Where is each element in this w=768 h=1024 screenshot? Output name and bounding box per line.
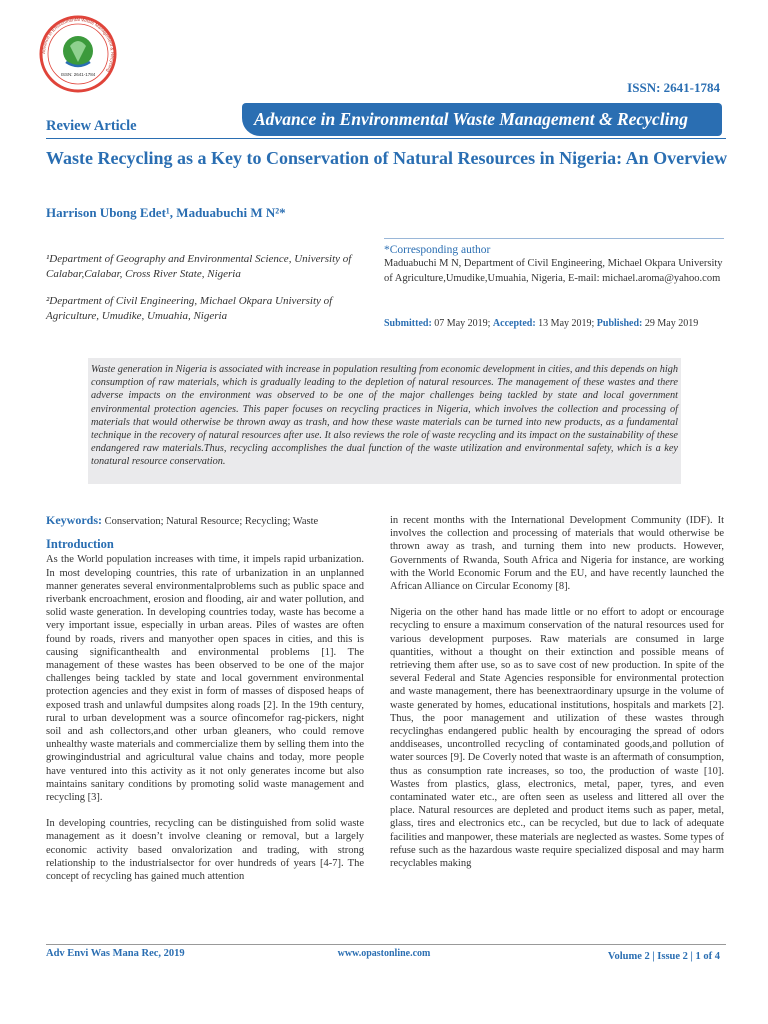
corresponding-heading: *Corresponding author	[384, 244, 491, 256]
journal-banner	[242, 103, 722, 136]
body-paragraph: In developing countries, recycling can be distinguished from solid waste management as it doesn’t involve cleaning or removal, but a largely economic activity based onvalorization and trading, with strong relationship to the industrialsector for over hundreds of years [4-7]. The concept of recycling has gained much attention	[46, 818, 364, 883]
footer-citation: Adv Envi Was Mana Rec, 2019	[46, 948, 185, 959]
article-title: Waste Recycling as a Key to Conservation of Natural Resources in Nigeria: An Overview	[46, 148, 728, 168]
corresponding-author-box	[384, 238, 724, 286]
keywords-list: Conservation; Natural Resource; Recycling; Waste	[104, 516, 319, 527]
accepted-date: 13 May 2019;	[538, 318, 595, 329]
article-type: Review Article	[46, 118, 137, 134]
submitted-date: 07 May 2019;	[434, 318, 491, 329]
corresponding-details: Maduabuchi M N, Department of Civil Engineering, Michael Okpara University of Agriculture,Umudike,Umuahia, Nigeria, E-mail: michael.aroma@yahoo.com	[384, 258, 723, 284]
article-dates	[384, 318, 724, 329]
body-paragraph: As the World population increases with time, it impels rapid urbanization. In most developing countries, this rate of urbanization in an unplanned manner generates several environmentalproblems such as public space and riverbank encroachment, erosion and flooding, air and water pollution, and solid waste generation. In developing countries today, waste has become a very important issue, especially in urban areas. Piles of wastes are often found by roads, rivers and manyother open spaces in cities, and this is causing significanthealth and environmental problems [1]. The management of these wastes has been observed to be one of the major challenges being tackled by state and local government environmental protection agencies and they exist in form of masses of disposed heaps of exposed trash and unlawful dumpsites along roads [2]. In the 19th century, rural to urban development was a source ofincomefor rag-pickers, night soil and ash collectors,and other urban gleaners, who could remove unhealthy waste materials and commercialize them by selling them into the growingindustrial and agricultural value chains and today, more people have ventured into this activity as it not only generates income but also maintains sanitary conditions by promoting solid waste management and recycling [3].	[46, 554, 364, 804]
author-list: Harrison Ubong Edet¹, Maduabuchi M N²*	[46, 205, 286, 220]
abstract-box: Waste generation in Nigeria is associated with increase in population resulting from economic development in cities, and this depends on high consumption of raw materials, which is gradually leading to the depletion of natural resources. The management of these wastes and there adverse impacts on the environment was observed to be one of the major challenges being tackled by state and local government environmental protection agencies. This paper focuses on recycling practices in Nigeria, which involves the collection and processing of materials that would otherwise be thrown away as trash, and how these waste materials can be turned into new products, as a fundamental technique in the recovery of natural resources after use. It also reviews the role of waste recycling and its impact on the sustainability of these endangered raw materials.Thus, recycling accomplishes the dual function of the waste utilization and environmental safety, which is a key tonatural resource conservation.	[88, 358, 681, 484]
footer-pagination: Volume 2 | Issue 2 | 1 of 4	[607, 951, 720, 962]
introduction-heading: Introduction	[46, 537, 114, 552]
submitted-label: Submitted:	[384, 318, 432, 329]
footer-website-link[interactable]: www.opastonline.com	[337, 948, 431, 959]
right-column	[390, 514, 724, 883]
accepted-label: Accepted:	[492, 318, 536, 329]
body-paragraph: in recent months with the International Development Community (IDF). It involves the collection and processing of materials that would otherwise be thrown away as trash, and turning them into new products. However, Governments of Rwanda, South Africa and Nigeria for instance, are working with the World Economic Forum and the EU, and have recently launched the African Alliance on Circular Economy [8].	[390, 515, 724, 593]
published-label: Published:	[596, 318, 643, 329]
footer-divider	[46, 944, 726, 945]
header-divider	[46, 138, 726, 139]
logo-ring-text: Advance in Environmental Waste Management & Recycling	[40, 16, 116, 74]
issn-number: ISSN: 2641-1784	[627, 80, 720, 95]
left-column	[46, 514, 364, 896]
journal-logo	[38, 14, 118, 94]
keywords-label: Keywords:	[46, 513, 102, 527]
keywords	[46, 514, 364, 528]
journal-name: Advance in Environmental Waste Management & Recycling	[254, 109, 688, 129]
logo-issn-text: ISSN: 2641-1784	[60, 72, 96, 77]
affiliation-1: ¹Department of Geography and Environmental Science, University of Calabar,Calabar, Cross River State, Nigeria	[46, 253, 352, 280]
body-paragraph: Nigeria on the other hand has made little or no effort to adopt or encourage recycling to ensure a maximum conservation of the natural resources used for various development purposes. Raw materials are consumed in large quantities, without a thought on their extinction and possible means of retrieving them after use, so as to save cost of new production. In spite of the several Federal and State Agencies responsible for environmental protection and waste management, there has beenextraordinary upsurge in the volume of waste generated by homes, educational institutions, hospitals and markets [2]. Thus, the poor management and utilization of these wastes through recyclinghas endangered public health by encouraging the spread of odors anddiseases, uncontrolled recycling of contaminated goods,and pollution of water sources [9]. De Coverly noted that waste is an aftermath of consumption, thus as consumption rate increases, so too, the production of waste [10]. Wastes from plastics, glass, electronics, metal, paper, tyres, and even contaminated water etc., are often seen as useless and littered all over the place. Natural resources are depleted and product items such as paper, metal, glass, tires and electronics etc., can be recycled, but due to lack of adequate facilities and manpower, these materials are neglected as wastes. Some types of refuse such as the hazardous waste require specialized disposal and may harm recyclables making	[390, 607, 725, 870]
published-date: 29 May 2019	[644, 318, 699, 329]
affiliation-2: ²Department of Civil Engineering, Michael Okpara University of Agriculture, Umudike, Umuahia, Nigeria	[46, 295, 333, 322]
